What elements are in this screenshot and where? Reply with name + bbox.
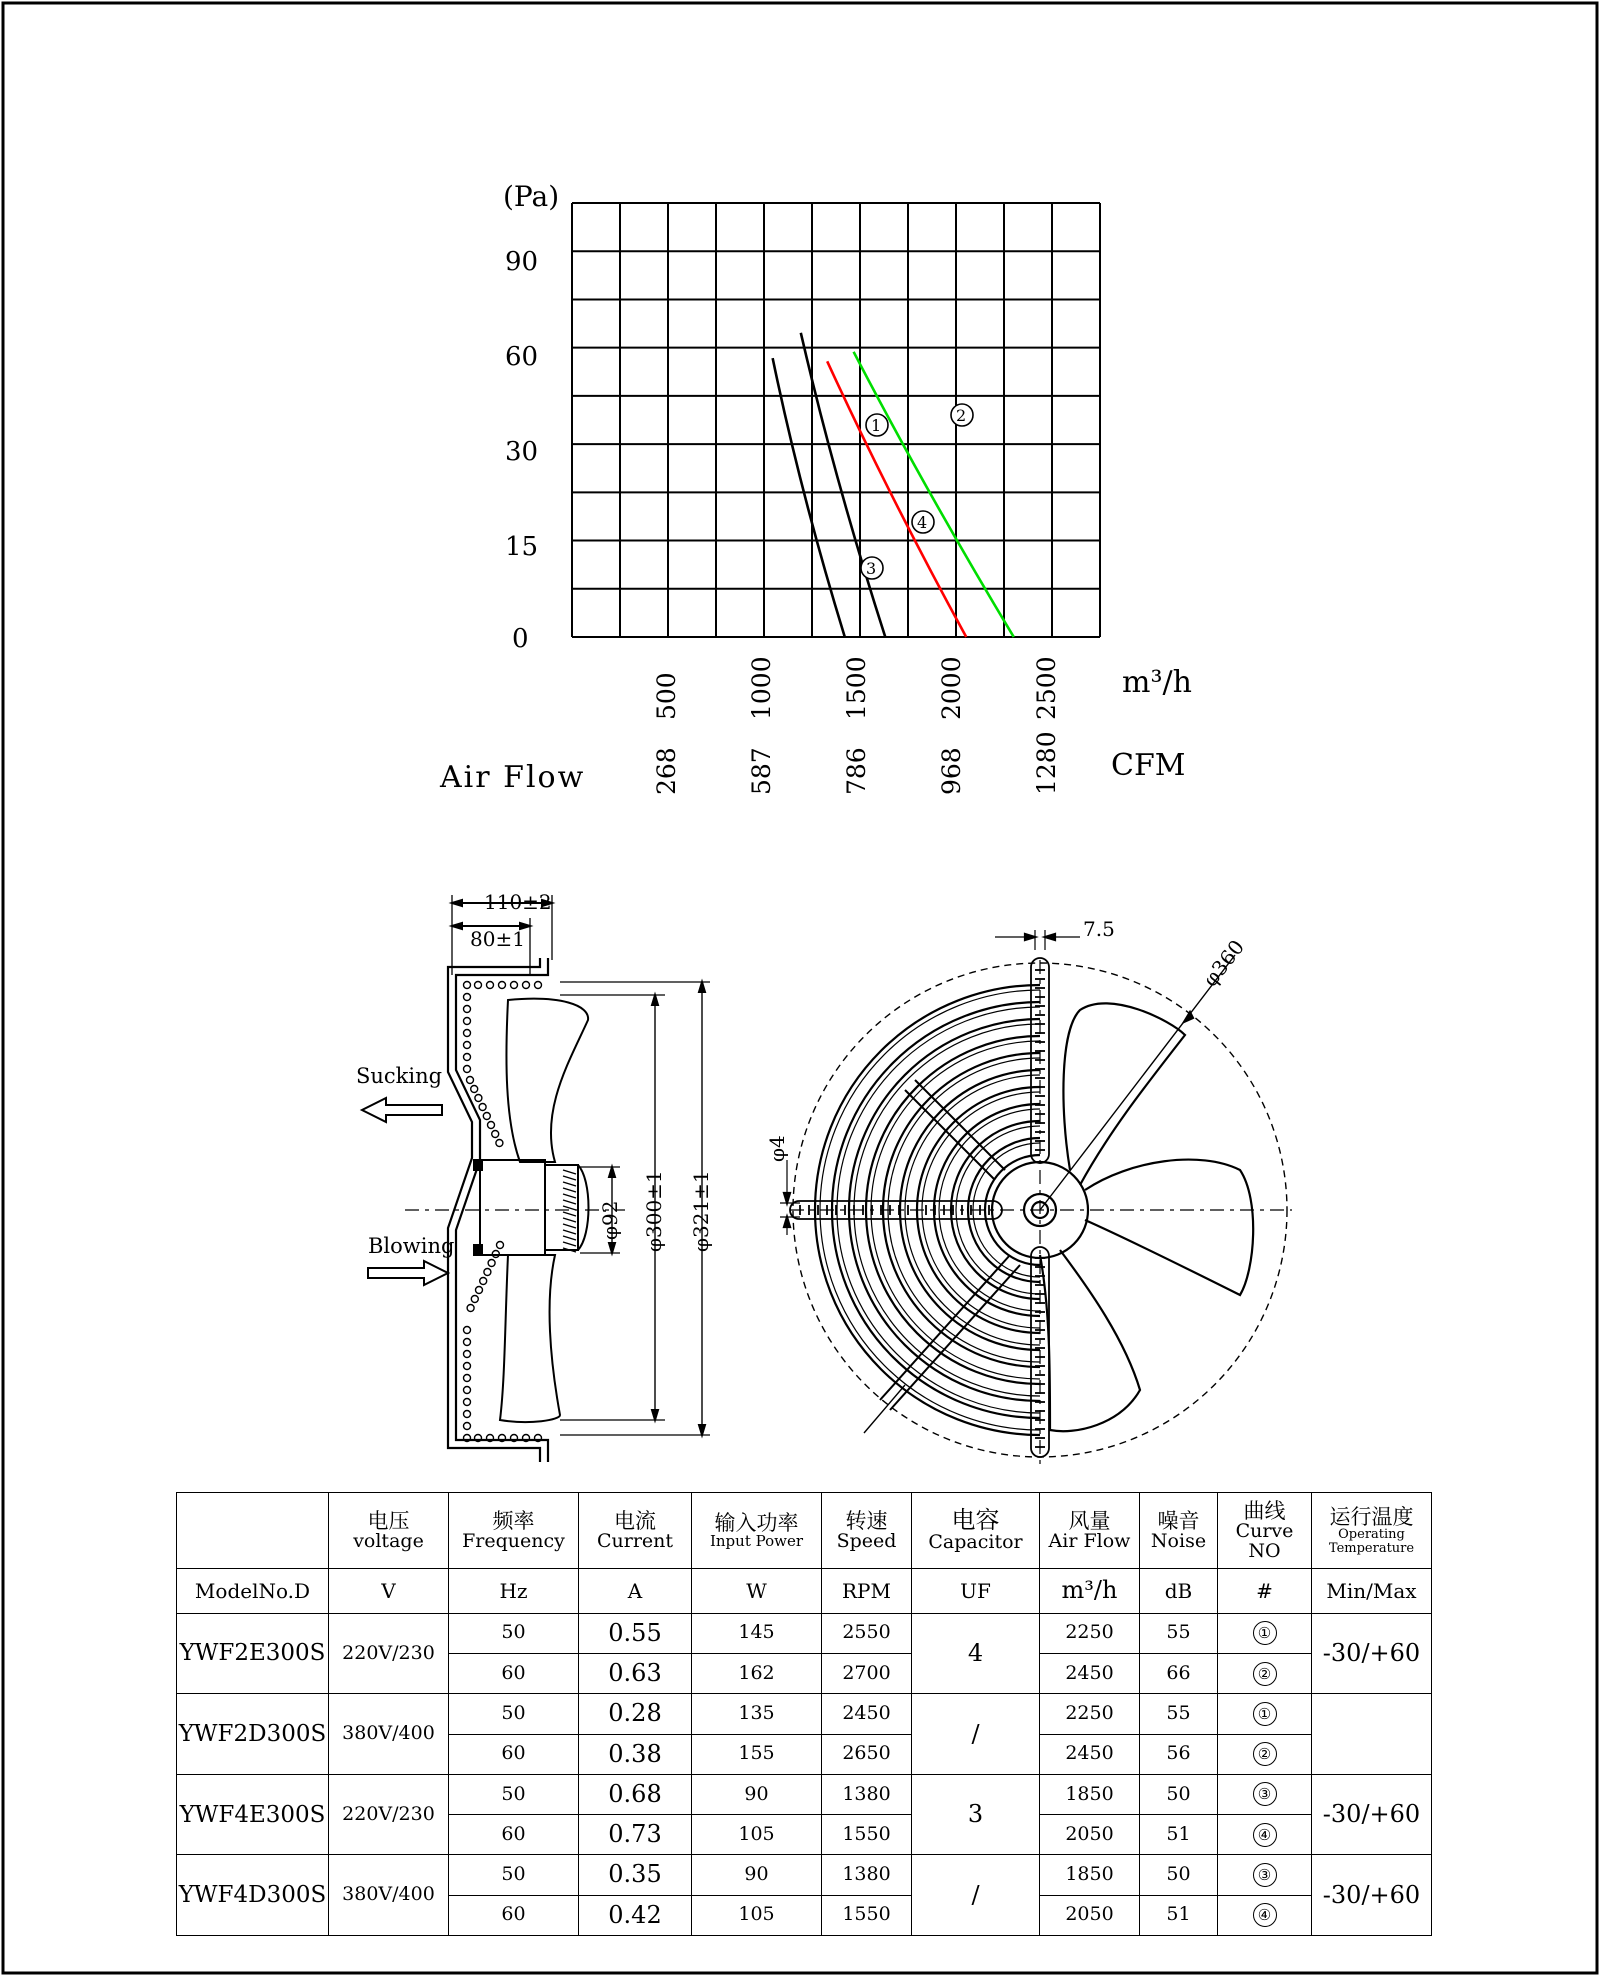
capacitor-cell: 3: [912, 1774, 1040, 1855]
unit-cell: UF: [912, 1569, 1040, 1614]
spec-table: [176, 1492, 1432, 1936]
header-frequency: 频率 Frequency: [449, 1493, 579, 1569]
rpm-cell: 1380: [822, 1774, 912, 1814]
current-cell: 0.42: [579, 1895, 692, 1935]
noise-cell: 55: [1140, 1613, 1218, 1653]
power-cell: 90: [692, 1855, 822, 1895]
hz-cell: 60: [449, 1815, 579, 1855]
current-cell: 0.73: [579, 1815, 692, 1855]
header-voltage: 电压 voltage: [329, 1493, 449, 1569]
power-cell: 155: [692, 1734, 822, 1774]
curve-cell: ②: [1218, 1734, 1312, 1774]
curve-marker: 2: [956, 406, 967, 425]
rpm-cell: 1380: [822, 1855, 912, 1895]
capacitor-cell: /: [912, 1855, 1040, 1936]
y-tick-label: 15: [505, 532, 539, 562]
model-cell: YWF4E300S: [177, 1774, 329, 1855]
table-row: [177, 1694, 1432, 1734]
header-temperature: 运行温度 Operating Temperature: [1312, 1493, 1432, 1569]
power-cell: 105: [692, 1895, 822, 1935]
rpm-cell: 1550: [822, 1815, 912, 1855]
unit-cell: m³/h: [1040, 1569, 1140, 1614]
dim-blade-diameter: φ300±1: [642, 1170, 666, 1252]
power-cell: 90: [692, 1774, 822, 1814]
curve-marker: 3: [866, 559, 877, 578]
flow-cell: 2250: [1040, 1694, 1140, 1734]
table-row: [177, 1855, 1432, 1895]
temp-cell: -30/+60: [1312, 1613, 1432, 1694]
dim-motor-depth: 80±1: [470, 927, 525, 951]
x-tick-label-cfm: 587: [747, 747, 776, 795]
dim-bar-thickness: φ4: [765, 1135, 789, 1162]
curve-3: [773, 358, 845, 637]
flow-cell: 2050: [1040, 1815, 1140, 1855]
flow-cell: 2050: [1040, 1895, 1140, 1935]
x-tick-label-cfm: 786: [842, 747, 871, 795]
noise-cell: 50: [1140, 1855, 1218, 1895]
curve-1: [801, 333, 885, 637]
flow-cell: 1850: [1040, 1774, 1140, 1814]
dim-guard-diameter: φ360: [1198, 935, 1250, 992]
current-cell: 0.35: [579, 1855, 692, 1895]
curve-2: [827, 361, 966, 637]
rpm-cell: 1550: [822, 1895, 912, 1935]
units-row: [177, 1569, 1432, 1614]
header-air-flow: 风量 Air Flow: [1040, 1493, 1140, 1569]
sucking-label: Sucking: [356, 1064, 443, 1088]
y-axis-unit: (Pa): [503, 180, 560, 213]
model-cell: YWF2E300S: [177, 1613, 329, 1694]
power-cell: 105: [692, 1815, 822, 1855]
curve-4: [854, 352, 1014, 637]
temp-cell: [1312, 1694, 1432, 1775]
dim-hub-diameter: φ92: [598, 1200, 622, 1240]
unit-cell: dB: [1140, 1569, 1218, 1614]
model-cell: YWF4D300S: [177, 1855, 329, 1936]
curve-cell: ①: [1218, 1613, 1312, 1653]
dim-bar-width: 7.5: [1083, 917, 1115, 941]
hz-cell: 50: [449, 1855, 579, 1895]
flow-cell: 2250: [1040, 1613, 1140, 1653]
unit-cell: ModelNo.D: [177, 1569, 329, 1614]
header-speed: 转速 Speed: [822, 1493, 912, 1569]
flow-cell: 1850: [1040, 1855, 1140, 1895]
voltage-cell: 380V/400: [329, 1855, 449, 1936]
x-tick-label-m3h: 2000: [937, 656, 966, 720]
flow-cell: 2450: [1040, 1734, 1140, 1774]
header-row: [177, 1493, 1432, 1569]
y-tick-label: 90: [505, 247, 539, 277]
x-tick-label-m3h: 1000: [747, 656, 776, 720]
noise-cell: 55: [1140, 1694, 1218, 1734]
hz-cell: 60: [449, 1895, 579, 1935]
temp-cell: -30/+60: [1312, 1855, 1432, 1936]
unit-cell: Min/Max: [1312, 1569, 1432, 1614]
noise-cell: 51: [1140, 1815, 1218, 1855]
curve-cell: ①: [1218, 1694, 1312, 1734]
model-cell: YWF2D300S: [177, 1694, 329, 1775]
curve-cell: ②: [1218, 1654, 1312, 1694]
curve-marker: 4: [917, 513, 928, 532]
capacitor-cell: /: [912, 1694, 1040, 1775]
header-input-power: 输入功率 Input Power: [692, 1493, 822, 1569]
table-row: [177, 1613, 1432, 1653]
curve-cell: ④: [1218, 1815, 1312, 1855]
rpm-cell: 2650: [822, 1734, 912, 1774]
power-cell: 145: [692, 1613, 822, 1653]
curve-cell: ③: [1218, 1855, 1312, 1895]
header-current: 电流 Current: [579, 1493, 692, 1569]
x-unit-m3h: m³/h: [1122, 665, 1192, 700]
x-tick-label-m3h: 1500: [842, 656, 871, 720]
header-capacitor: 电容 Capacitor: [912, 1493, 1040, 1569]
rpm-cell: 2550: [822, 1613, 912, 1653]
x-tick-label-cfm: 968: [937, 747, 966, 795]
capacitor-cell: 4: [912, 1613, 1040, 1694]
current-cell: 0.55: [579, 1613, 692, 1653]
temp-cell: -30/+60: [1312, 1774, 1432, 1855]
header-blank: [177, 1493, 329, 1569]
unit-cell: #: [1218, 1569, 1312, 1614]
hz-cell: 50: [449, 1774, 579, 1814]
hz-cell: 60: [449, 1734, 579, 1774]
header-curve: 曲线 Curve NO: [1218, 1493, 1312, 1569]
x-tick-label-m3h: 500: [652, 672, 681, 720]
curve-cell: ③: [1218, 1774, 1312, 1814]
hz-cell: 50: [449, 1613, 579, 1653]
chart-grid: [572, 203, 1100, 637]
y-tick-label: 60: [505, 342, 539, 372]
dim-ring-diameter: φ321±1: [689, 1170, 713, 1252]
current-cell: 0.68: [579, 1774, 692, 1814]
unit-cell: RPM: [822, 1569, 912, 1614]
front-view-drawing: [765, 917, 1292, 1465]
flow-cell: 2450: [1040, 1654, 1140, 1694]
x-tick-label-cfm: 268: [652, 747, 681, 795]
side-view-drawing: [356, 890, 713, 1462]
curve-marker: 1: [871, 416, 882, 435]
unit-cell: A: [579, 1569, 692, 1614]
performance-chart: [439, 180, 1192, 795]
hz-cell: 50: [449, 1694, 579, 1734]
current-cell: 0.63: [579, 1654, 692, 1694]
hz-cell: 60: [449, 1654, 579, 1694]
dim-total-depth: 110±2: [484, 890, 552, 914]
power-cell: 135: [692, 1694, 822, 1734]
curve-cell: ④: [1218, 1895, 1312, 1935]
unit-cell: Hz: [449, 1569, 579, 1614]
x-tick-label-m3h: 2500: [1032, 656, 1061, 720]
voltage-cell: 220V/230: [329, 1613, 449, 1694]
rpm-cell: 2450: [822, 1694, 912, 1734]
unit-cell: V: [329, 1569, 449, 1614]
header-noise: 噪音 Noise: [1140, 1493, 1218, 1569]
table-row: [177, 1774, 1432, 1814]
voltage-cell: 380V/400: [329, 1694, 449, 1775]
x-axis-label: Air Flow: [440, 760, 586, 795]
current-cell: 0.38: [579, 1734, 692, 1774]
unit-cell: W: [692, 1569, 822, 1614]
rpm-cell: 2700: [822, 1654, 912, 1694]
noise-cell: 51: [1140, 1895, 1218, 1935]
voltage-cell: 220V/230: [329, 1774, 449, 1855]
x-tick-label-cfm: 1280: [1032, 731, 1061, 795]
power-cell: 162: [692, 1654, 822, 1694]
x-unit-cfm: CFM: [1111, 748, 1186, 783]
noise-cell: 66: [1140, 1654, 1218, 1694]
y-tick-label: 0: [512, 624, 529, 654]
noise-cell: 50: [1140, 1774, 1218, 1814]
y-tick-label: 30: [505, 437, 539, 467]
current-cell: 0.28: [579, 1694, 692, 1734]
noise-cell: 56: [1140, 1734, 1218, 1774]
blowing-label: Blowing: [368, 1234, 455, 1258]
